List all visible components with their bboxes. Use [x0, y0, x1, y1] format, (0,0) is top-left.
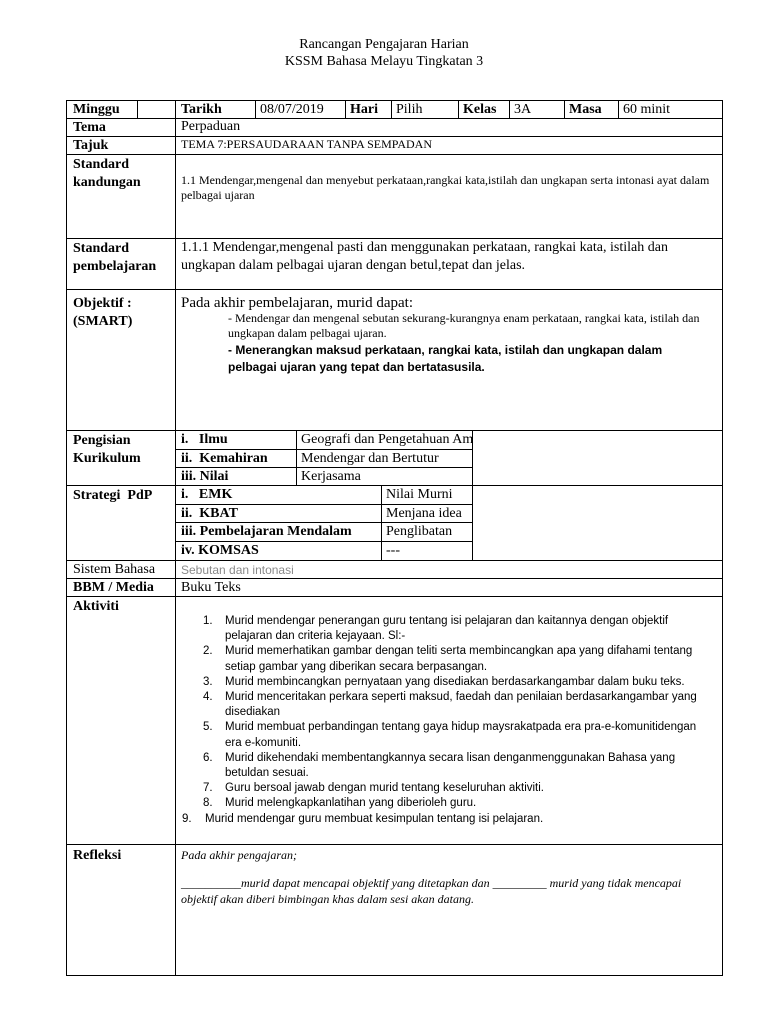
document-subtitle: KSSM Bahasa Melayu Tingkatan 3 — [284, 54, 484, 69]
masa-label: Masa — [569, 102, 602, 117]
tarikh-value: 08/07/2019 — [260, 102, 324, 117]
strategi-kbat-label: ii. KBAT — [181, 506, 238, 521]
bbm-label: BBM / Media — [73, 580, 154, 595]
list-item: 8. Murid melengkapkanlatihan yang diberioleh guru. — [203, 797, 477, 810]
pengisian-label-1: Pengisian — [73, 433, 131, 448]
masa-value: 60 minit — [623, 102, 671, 117]
strategi-pembelajaran-value: Penglibatan — [386, 524, 453, 539]
strategi-pembelajaran-label: iii. Pembelajaran Mendalam — [181, 524, 352, 539]
pengisian-ilmu-value: Geografi dan Pengetahuan Am — [301, 432, 474, 447]
tema-label: Tema — [73, 120, 106, 135]
objektif-point-1: - Mendengar dan mengenal sebutan sekurang-kurangnya enam perkataan, rangkai kata, istilah dan ungkapan dalam pelbagai ujaran. — [228, 311, 700, 340]
sistem-bahasa-label: Sistem Bahasa — [73, 562, 156, 577]
strategi-emk-label: i. EMK — [181, 487, 233, 502]
strategi-komsas-value: --- — [386, 543, 400, 558]
kelas-label: Kelas — [463, 102, 497, 117]
tema-value: Perpaduan — [181, 119, 241, 134]
sistem-bahasa-value: Sebutan dan intonasi — [181, 563, 294, 577]
strategi-emk-value: Nilai Murni — [386, 487, 453, 502]
document-title: Rancangan Pengajaran Harian — [299, 37, 469, 52]
standard-pembelajaran-label-2: pembelajaran — [73, 259, 157, 274]
standard-kandungan-label-1: Standard — [73, 157, 130, 172]
objektif-point-2: - Menerangkan maksud perkataan, rangkai kata, istilah dan ungkapan dalam pelbagai ujaran yang tepat dan bertatasusila. — [228, 343, 663, 374]
pengisian-nilai-label: iii. Nilai — [181, 469, 229, 484]
refleksi-label: Refleksi — [73, 848, 122, 863]
pengisian-nilai-value: Kerjasama — [301, 469, 361, 484]
objektif-label-2: (SMART) — [73, 314, 133, 329]
hari-dropdown[interactable]: Pilih — [396, 102, 423, 117]
standard-pembelajaran-value: 1.1.1 Mendengar,mengenal pasti dan menggunakan perkataan, rangkai kata, istilah dan ungkapan dalam pelbagai ujaran dengan betul,tepat dan jelas. — [181, 240, 668, 273]
tajuk-value: TEMA 7:PERSAUDARAAN TANPA SEMPADAN — [181, 137, 432, 151]
list-item: 9. Murid mendengar guru membuat kesimpulan tentang isi pelajaran. — [182, 812, 544, 825]
refleksi-line-1: Pada akhir pengajaran; — [181, 848, 297, 862]
pengisian-kemahiran-label: ii. Kemahiran — [181, 451, 268, 466]
list-item: 7. Guru bersoal jawab dengan murid tentang keseluruhan aktiviti. — [203, 782, 544, 795]
strategi-komsas-label: iv. KOMSAS — [181, 543, 259, 558]
pengisian-label-2: Kurikulum — [73, 451, 141, 466]
list-item: 1. Murid mendengar penerangan guru tentang isi pelajaran dan kaitannya dengan objektif pelajaran dan criteria kejayaan. Sl:- — [203, 615, 669, 643]
list-item: 6. Murid dikehendaki membentangkannya secara lisan denganmenggunakan Bahasa yang betuldan sesuai. — [203, 751, 676, 780]
strategi-label: Strategi PdP — [73, 488, 153, 503]
pengisian-ilmu-label: i. Ilmu — [181, 432, 228, 447]
kelas-value: 3A — [514, 102, 532, 117]
refleksi-line-2: __________murid dapat mencapai objektif yang ditetapkan dan _________ murid yang tidak mencapai objektif akan diberi bimbingan khas dalam sesi akan datang. — [181, 876, 682, 906]
aktiviti-list — [175, 614, 715, 827]
standard-kandungan-value: 1.1 Mendengar,mengenal dan menyebut perkataan,rangkai kata,istilah dan ungkapan serta intonasi ayat dalam pelbagai ujaran — [181, 173, 710, 202]
list-item: 5. Murid membuat perbandingan tentang gaya hidup maysrakatpada era pra-e-komunitidengan era e-komuniti. — [203, 721, 697, 749]
pengisian-kemahiran-value: Mendengar dan Bertutur — [301, 451, 439, 466]
bbm-value: Buku Teks — [181, 580, 241, 595]
standard-pembelajaran-label-1: Standard — [73, 241, 130, 256]
list-item: 2. Murid memerhatikan gambar dengan teliti serta membincangkan apa yang difahami tentang setiap gambar yang diberikan secara berpasangan. — [203, 645, 693, 673]
hari-label: Hari — [350, 102, 378, 117]
tarikh-label: Tarikh — [181, 102, 222, 117]
list-item: 4. Murid menceritakan perkara seperti maksud, faedah dan penilaian berdasarkangambar yang disediakan — [203, 691, 697, 719]
objektif-intro: Pada akhir pembelajaran, murid dapat: — [181, 295, 413, 311]
tajuk-label: Tajuk — [73, 138, 109, 153]
minggu-label: Minggu — [73, 102, 120, 117]
standard-kandungan-label-2: kandungan — [73, 175, 141, 190]
objektif-label-1: Objektif : — [73, 296, 132, 311]
list-item: 3. Murid membincangkan pernyataan yang disediakan berdasarkangambar dalam buku teks. — [203, 675, 685, 688]
strategi-kbat-value: Menjana idea — [386, 506, 462, 521]
aktiviti-label: Aktiviti — [73, 599, 119, 614]
